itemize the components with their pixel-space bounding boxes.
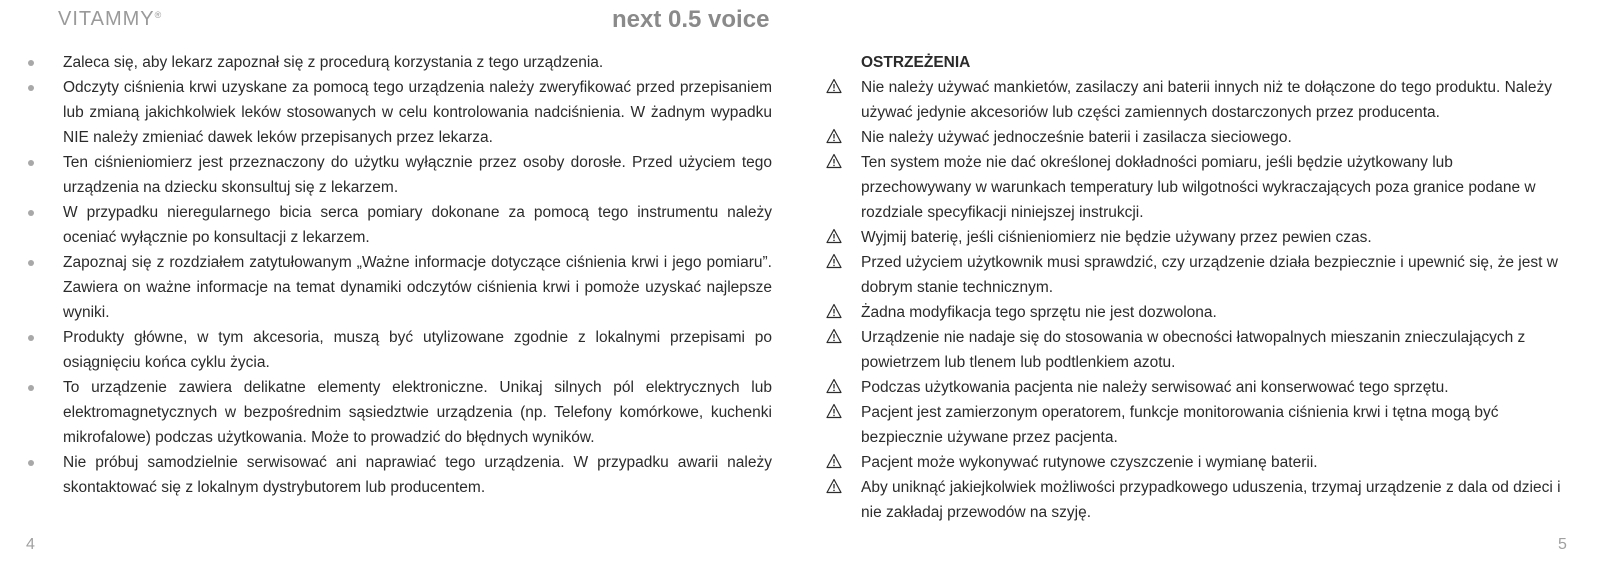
list-item-text: Ten ciśnieniomierz jest przeznaczony do użytku wyłącznie przez osoby dorosłe. Przed użyciem tego urządzenia na dziecku skonsultuj się z lekarzem. xyxy=(63,154,772,196)
list-item-text: Produkty główne, w tym akcesoria, muszą być utylizowane zgodnie z lokalnymi przepisami po osiągnięciu końca cyklu życia. xyxy=(63,329,772,371)
warning-item xyxy=(826,150,1566,225)
warning-item xyxy=(826,225,1566,250)
warning-item-text: Żadna modyfikacja tego sprzętu nie jest dozwolona. xyxy=(861,304,1217,321)
warning-item xyxy=(826,75,1566,125)
bullet-icon xyxy=(28,60,34,66)
bullet-icon xyxy=(28,210,34,216)
page-number-right: 5 xyxy=(1558,536,1567,553)
brand-logo-text: VITAMMY xyxy=(58,8,155,30)
bullet-icon xyxy=(28,160,34,166)
warning-triangle-icon xyxy=(826,253,842,269)
list-item xyxy=(28,50,772,75)
warning-item-text: Ten system może nie dać określonej dokładności pomiaru, jeśli będzie użytkowany lub przechowywany w warunkach temperatury lub wilgotności wykraczających poza granice podane w rozdziale specyfikacji niniejszej instrukcji. xyxy=(861,154,1536,221)
warning-item-text: Urządzenie nie nadaje się do stosowania w obecności łatwopalnych mieszanin znieczulających z powietrzem lub tlenem lub podtlenkiem azotu. xyxy=(861,329,1526,371)
warning-item xyxy=(826,250,1566,300)
warning-item-text: Podczas użytkowania pacjenta nie należy serwisować ani konserwować tego sprzętu. xyxy=(861,379,1449,396)
brand-logo xyxy=(58,8,162,31)
registered-mark: ® xyxy=(154,10,163,20)
warnings-heading: OSTRZEŻENIA xyxy=(861,54,971,71)
warning-item-text: Przed użyciem użytkownik musi sprawdzić, czy urządzenie działa bezpiecznie i upewnić się, że jest w dobrym stanie technicznym. xyxy=(861,254,1558,296)
list-item-text: Nie próbuj samodzielnie serwisować ani naprawiać tego urządzenia. W przypadku awarii należy skontaktować się z lokalnym dystrybutorem lub producentem. xyxy=(63,454,772,496)
warning-item-text: Aby uniknąć jakiejkolwiek możliwości przypadkowego uduszenia, trzymaj urządzenie z dala od dzieci i nie zakładaj przewodów na szyję. xyxy=(861,479,1561,521)
warning-item xyxy=(826,450,1566,475)
warning-triangle-icon xyxy=(826,128,842,144)
left-column xyxy=(28,50,772,500)
list-item xyxy=(28,200,772,250)
list-item-text: To urządzenie zawiera delikatne elementy elektroniczne. Unikaj silnych pól elektrycznych lub elektromagnetycznych w bezpośrednim sąsiedztwie urządzenia (np. Telefony komórkowe, kuchenki mikrofalowe) podczas użytkowania. Może to prowadzić do błędnych wyników. xyxy=(63,379,772,446)
list-item-text: Zaleca się, aby lekarz zapoznał się z procedurą korzystania z tego urządzenia. xyxy=(63,54,604,71)
bullet-icon xyxy=(28,85,34,91)
instructions-list xyxy=(28,50,772,500)
warning-item xyxy=(826,375,1566,400)
warning-triangle-icon xyxy=(826,478,842,494)
bullet-icon xyxy=(28,335,34,341)
warning-item-text: Pacjent może wykonywać rutynowe czyszczenie i wymianę baterii. xyxy=(861,454,1318,471)
list-item xyxy=(28,250,772,325)
warning-item xyxy=(826,400,1566,450)
warning-triangle-icon xyxy=(826,328,842,344)
warning-triangle-icon xyxy=(826,228,842,244)
list-item-text: Zapoznaj się z rozdziałem zatytułowanym „Ważne informacje dotyczące ciśnienia krwi i jego pomiaru”. Zawiera on ważne informacje na temat dynamiki odczytów ciśnienia krwi i pomoże uzyskać najlepsze wyniki. xyxy=(63,254,772,321)
warning-triangle-icon xyxy=(826,303,842,319)
list-item xyxy=(28,375,772,450)
warning-item xyxy=(826,475,1566,525)
warning-triangle-icon xyxy=(826,78,842,94)
bullet-icon xyxy=(28,460,34,466)
warning-item-text: Pacjent jest zamierzonym operatorem, funkcje monitorowania ciśnienia krwi i tętna mogą być bezpiecznie używane przez pacjenta. xyxy=(861,404,1499,446)
warning-triangle-icon xyxy=(826,153,842,169)
warnings-list xyxy=(826,75,1566,525)
warning-triangle-icon xyxy=(826,378,842,394)
warning-item-text: Nie należy używać jednocześnie baterii i zasilacza sieciowego. xyxy=(861,129,1292,146)
list-item-text: Odczyty ciśnienia krwi uzyskane za pomocą tego urządzenia należy zweryfikować przed przepisaniem lub zmianą jakichkolwiek leków stosowanych w celu kontrolowania nadciśnienia. W żadnym wypadku NIE należy zmieniać dawek leków przepisanych przez lekarza. xyxy=(63,79,772,146)
warning-triangle-icon xyxy=(826,403,842,419)
list-item-text: W przypadku nieregularnego bicia serca pomiary dokonane za pomocą tego instrumentu należy oceniać wyłącznie po konsultacji z lekarzem. xyxy=(63,204,772,246)
warning-item-text: Nie należy używać mankietów, zasilaczy ani baterii innych niż te dołączone do tego produktu. Należy używać jedynie akcesoriów lub części zamiennych dostarczonych przez producenta. xyxy=(861,79,1552,121)
list-item xyxy=(28,325,772,375)
warning-item xyxy=(826,300,1566,325)
bullet-icon xyxy=(28,260,34,266)
warning-triangle-icon xyxy=(826,453,842,469)
page-number-left: 4 xyxy=(26,536,35,553)
right-column xyxy=(826,50,1566,525)
list-item xyxy=(28,150,772,200)
warning-item-text: Wyjmij baterię, jeśli ciśnieniomierz nie będzie używany przez pewien czas. xyxy=(861,229,1372,246)
list-item xyxy=(28,450,772,500)
list-item xyxy=(28,75,772,150)
product-title: next 0.5 voice xyxy=(612,6,770,33)
warning-item xyxy=(826,125,1566,150)
warning-item xyxy=(826,325,1566,375)
bullet-icon xyxy=(28,385,34,391)
